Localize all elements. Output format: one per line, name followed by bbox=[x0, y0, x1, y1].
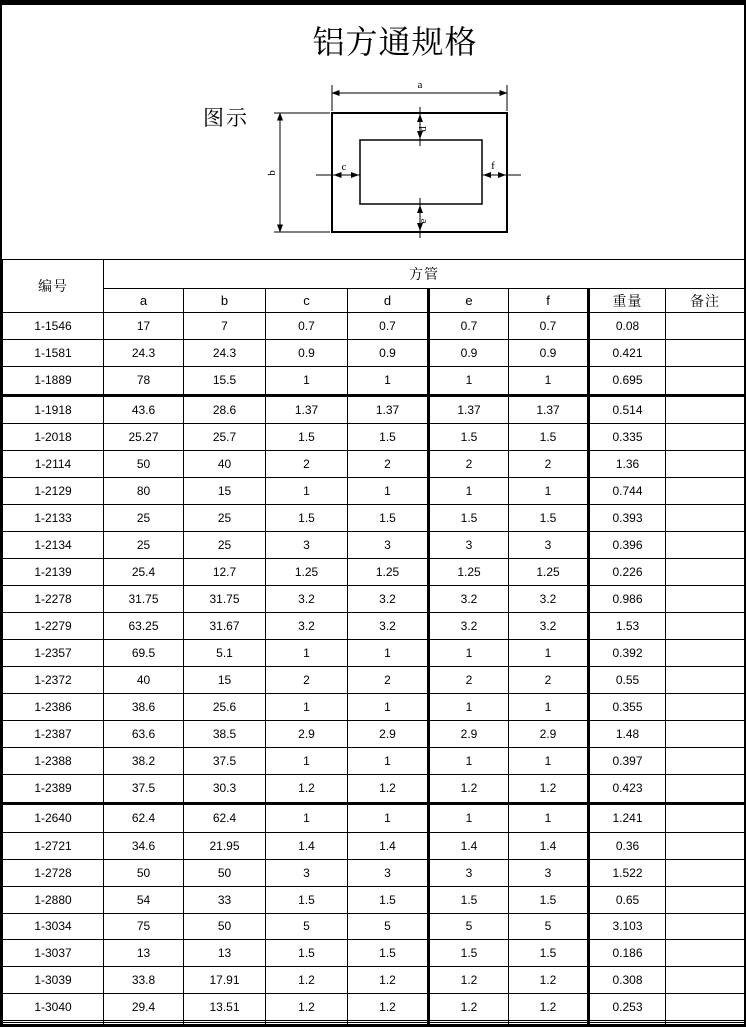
cell-e: 3.2 bbox=[429, 586, 509, 613]
table-row bbox=[3, 339, 745, 366]
cell-d: 1.2 bbox=[348, 775, 429, 804]
cell-id: 1-2129 bbox=[3, 478, 104, 505]
cell-d: 1.5 bbox=[348, 424, 429, 451]
cell-c: 1 bbox=[266, 478, 348, 505]
cell-id: 1-2388 bbox=[3, 748, 104, 775]
cell-id: 1-1546 bbox=[3, 313, 104, 340]
cell-c: 1 bbox=[266, 803, 348, 832]
cell-a: 69.5 bbox=[104, 640, 184, 667]
cell-b: 38.5 bbox=[184, 721, 266, 748]
cell-remark bbox=[666, 395, 745, 424]
header-id-column: 编号 bbox=[3, 260, 104, 313]
cell-a: 63.6 bbox=[104, 721, 184, 748]
cell-c: 1.5 bbox=[266, 886, 348, 913]
cell-remark bbox=[666, 640, 745, 667]
cell-c: 3 bbox=[266, 532, 348, 559]
cell-f: 2 bbox=[509, 451, 589, 478]
cell-f: 1.5 bbox=[509, 424, 589, 451]
table-row bbox=[3, 451, 745, 478]
cell-c: 2 bbox=[266, 451, 348, 478]
cell-a bbox=[104, 1024, 184, 1026]
cell-weight: 0.308 bbox=[589, 967, 666, 994]
cell-c: 0.9 bbox=[266, 339, 348, 366]
cell-weight: 0.335 bbox=[589, 424, 666, 451]
cell-c: 1 bbox=[266, 640, 348, 667]
cell-weight: 0.186 bbox=[589, 940, 666, 967]
cell-b: 5.1 bbox=[184, 640, 266, 667]
cell-weight: 0.396 bbox=[589, 532, 666, 559]
cell-a: 25.27 bbox=[104, 424, 184, 451]
cell-weight: 1.241 bbox=[589, 803, 666, 832]
cell-a: 17 bbox=[104, 313, 184, 340]
cell-weight: 0.55 bbox=[589, 667, 666, 694]
table-row bbox=[3, 395, 745, 424]
cell-remark bbox=[666, 559, 745, 586]
cell-f: 2 bbox=[509, 667, 589, 694]
cell-weight bbox=[589, 1024, 666, 1026]
cell-d: 2 bbox=[348, 451, 429, 478]
cell-remark bbox=[666, 366, 745, 395]
cell-d: 1 bbox=[348, 748, 429, 775]
cell-a: 63.25 bbox=[104, 613, 184, 640]
cell-e: 1.4 bbox=[429, 832, 509, 859]
cell-remark bbox=[666, 505, 745, 532]
cell-f: 5 bbox=[509, 913, 589, 940]
cell-e bbox=[429, 1024, 509, 1026]
header-col-a: a bbox=[104, 289, 184, 313]
header-col-remark: 备注 bbox=[666, 289, 745, 313]
spec-table bbox=[2, 259, 745, 1027]
cell-id: 1-2018 bbox=[3, 424, 104, 451]
cell-b: 28.6 bbox=[184, 395, 266, 424]
cell-id: 1-1889 bbox=[3, 366, 104, 395]
cell-a: 24.3 bbox=[104, 339, 184, 366]
cell-remark bbox=[666, 721, 745, 748]
cell-weight: 0.253 bbox=[589, 994, 666, 1021]
cell-e: 1.5 bbox=[429, 940, 509, 967]
cell-remark bbox=[666, 913, 745, 940]
cell-remark bbox=[666, 339, 745, 366]
cell-a: 29.4 bbox=[104, 994, 184, 1021]
cell-e: 1.2 bbox=[429, 994, 509, 1021]
cell-remark bbox=[666, 832, 745, 859]
table-row bbox=[3, 313, 745, 340]
table-row bbox=[3, 424, 745, 451]
cell-a: 75 bbox=[104, 913, 184, 940]
cell-b: 15 bbox=[184, 667, 266, 694]
cell-b: 31.67 bbox=[184, 613, 266, 640]
cell-weight: 0.393 bbox=[589, 505, 666, 532]
cell-b bbox=[184, 1024, 266, 1026]
table-row bbox=[3, 967, 745, 994]
cell-a: 50 bbox=[104, 859, 184, 886]
table-row bbox=[3, 940, 745, 967]
cell-f: 3 bbox=[509, 532, 589, 559]
cell-f: 1.5 bbox=[509, 505, 589, 532]
cell-a: 31.75 bbox=[104, 586, 184, 613]
cell-c: 1.4 bbox=[266, 832, 348, 859]
cell-remark bbox=[666, 748, 745, 775]
table-row bbox=[3, 859, 745, 886]
cell-remark bbox=[666, 478, 745, 505]
cell-id: 1-1581 bbox=[3, 339, 104, 366]
table-row bbox=[3, 667, 745, 694]
cell-f: 1 bbox=[509, 640, 589, 667]
cell-c bbox=[266, 1024, 348, 1026]
cell-remark bbox=[666, 1024, 745, 1026]
cell-e: 1.5 bbox=[429, 505, 509, 532]
cell-f: 3.2 bbox=[509, 613, 589, 640]
cell-e: 1.5 bbox=[429, 424, 509, 451]
diagram-caption: 图示 bbox=[203, 106, 249, 130]
cell-id: 1-2134 bbox=[3, 532, 104, 559]
cell-id: 1-2640 bbox=[3, 803, 104, 832]
cell-d: 1 bbox=[348, 478, 429, 505]
cell-remark bbox=[666, 424, 745, 451]
cell-f: 1.5 bbox=[509, 886, 589, 913]
cell-weight: 0.744 bbox=[589, 478, 666, 505]
cell-d: 5 bbox=[348, 913, 429, 940]
cell-weight: 3.103 bbox=[589, 913, 666, 940]
cell-a: 62.4 bbox=[104, 803, 184, 832]
cell-weight: 1.36 bbox=[589, 451, 666, 478]
cell-d: 1.5 bbox=[348, 505, 429, 532]
cell-remark bbox=[666, 451, 745, 478]
dim-a-label: a bbox=[417, 79, 423, 91]
cell-b: 24.3 bbox=[184, 339, 266, 366]
cell-c: 1.37 bbox=[266, 395, 348, 424]
cell-weight: 0.226 bbox=[589, 559, 666, 586]
cell-id: 1-2880 bbox=[3, 886, 104, 913]
cell-c: 1 bbox=[266, 748, 348, 775]
cell-a: 80 bbox=[104, 478, 184, 505]
cell-remark bbox=[666, 586, 745, 613]
cell-c: 1.2 bbox=[266, 775, 348, 804]
cell-b: 12.7 bbox=[184, 559, 266, 586]
cell-f: 1.25 bbox=[509, 559, 589, 586]
cell-weight: 0.36 bbox=[589, 832, 666, 859]
cell-f: 1.2 bbox=[509, 994, 589, 1021]
header-col-e: e bbox=[429, 289, 509, 313]
cell-d: 2 bbox=[348, 667, 429, 694]
cell-e: 2 bbox=[429, 667, 509, 694]
cell-id: 1-1918 bbox=[3, 395, 104, 424]
cell-e: 1.2 bbox=[429, 967, 509, 994]
cell-f: 1 bbox=[509, 803, 589, 832]
cell-a: 37.5 bbox=[104, 775, 184, 804]
cell-id: 1-2114 bbox=[3, 451, 104, 478]
cell-e: 0.9 bbox=[429, 339, 509, 366]
cell-weight: 0.423 bbox=[589, 775, 666, 804]
cell-b: 50 bbox=[184, 913, 266, 940]
cell-b: 21.95 bbox=[184, 832, 266, 859]
cell-a: 25 bbox=[104, 505, 184, 532]
header-group-square-tube: 方管 bbox=[104, 260, 745, 289]
cell-d: 1.5 bbox=[348, 940, 429, 967]
cell-d: 3.2 bbox=[348, 586, 429, 613]
cell-d: 1 bbox=[348, 694, 429, 721]
cell-id: 1-2372 bbox=[3, 667, 104, 694]
cell-f: 1.2 bbox=[509, 775, 589, 804]
table-row bbox=[3, 478, 745, 505]
cell-f: 2.9 bbox=[509, 721, 589, 748]
cell-f: 1 bbox=[509, 748, 589, 775]
cell-d: 1.4 bbox=[348, 832, 429, 859]
cell-c: 3.2 bbox=[266, 613, 348, 640]
cell-c: 1.2 bbox=[266, 967, 348, 994]
cell-a: 25 bbox=[104, 532, 184, 559]
cell-remark bbox=[666, 940, 745, 967]
cell-d: 1 bbox=[348, 366, 429, 395]
header-row-group bbox=[3, 260, 745, 289]
cell-remark bbox=[666, 886, 745, 913]
cell-e: 1 bbox=[429, 694, 509, 721]
cell-weight: 0.421 bbox=[589, 339, 666, 366]
table-row bbox=[3, 775, 745, 804]
cell-a: 40 bbox=[104, 667, 184, 694]
table-row bbox=[3, 613, 745, 640]
cell-weight: 0.355 bbox=[589, 694, 666, 721]
header-col-weight: 重量 bbox=[589, 289, 666, 313]
cell-weight: 1.53 bbox=[589, 613, 666, 640]
cell-id: 1-3037 bbox=[3, 940, 104, 967]
cell-e: 1.25 bbox=[429, 559, 509, 586]
tube-cross-section-diagram bbox=[250, 71, 540, 251]
cell-d: 1.5 bbox=[348, 886, 429, 913]
cell-f: 0.7 bbox=[509, 313, 589, 340]
cell-c: 1.5 bbox=[266, 940, 348, 967]
table-row bbox=[3, 803, 745, 832]
table-row bbox=[3, 994, 745, 1021]
table-row bbox=[3, 586, 745, 613]
cell-id: 1-2139 bbox=[3, 559, 104, 586]
cell-c: 1 bbox=[266, 694, 348, 721]
cell-weight: 1.48 bbox=[589, 721, 666, 748]
cell-e: 1.37 bbox=[429, 395, 509, 424]
cell-b: 37.5 bbox=[184, 748, 266, 775]
table-row bbox=[3, 559, 745, 586]
cell-b: 15 bbox=[184, 478, 266, 505]
cell-c: 3.2 bbox=[266, 586, 348, 613]
cell-e: 1.5 bbox=[429, 886, 509, 913]
cell-remark bbox=[666, 775, 745, 804]
cell-e: 2 bbox=[429, 451, 509, 478]
table-row bbox=[3, 366, 745, 395]
cell-c: 5 bbox=[266, 913, 348, 940]
cell-c: 2 bbox=[266, 667, 348, 694]
cell-e: 5 bbox=[429, 913, 509, 940]
inner-tube-rect bbox=[360, 140, 482, 204]
cell-d: 3 bbox=[348, 859, 429, 886]
cell-b: 50 bbox=[184, 859, 266, 886]
cell-e: 3 bbox=[429, 859, 509, 886]
cell-id bbox=[3, 1024, 104, 1026]
cell-d: 1.2 bbox=[348, 967, 429, 994]
header-row-columns bbox=[3, 289, 745, 313]
cell-f: 1.5 bbox=[509, 940, 589, 967]
table-row bbox=[3, 748, 745, 775]
cell-id: 1-2279 bbox=[3, 613, 104, 640]
dim-b bbox=[274, 113, 330, 232]
cell-d: 1 bbox=[348, 640, 429, 667]
cell-e: 3 bbox=[429, 532, 509, 559]
cell-id: 1-2278 bbox=[3, 586, 104, 613]
header-col-f: f bbox=[509, 289, 589, 313]
cell-f: 3.2 bbox=[509, 586, 589, 613]
dim-e-label: e bbox=[417, 218, 429, 224]
table-row bbox=[3, 721, 745, 748]
cell-d: 2.9 bbox=[348, 721, 429, 748]
cell-weight: 0.397 bbox=[589, 748, 666, 775]
cell-e: 2.9 bbox=[429, 721, 509, 748]
cell-b: 40 bbox=[184, 451, 266, 478]
cell-b: 15.5 bbox=[184, 366, 266, 395]
cell-weight: 0.514 bbox=[589, 395, 666, 424]
cell-weight: 1.522 bbox=[589, 859, 666, 886]
cell-c: 1 bbox=[266, 366, 348, 395]
cell-a: 38.2 bbox=[104, 748, 184, 775]
cell-c: 1.25 bbox=[266, 559, 348, 586]
cell-weight: 0.986 bbox=[589, 586, 666, 613]
cell-id: 1-2728 bbox=[3, 859, 104, 886]
cell-weight: 0.08 bbox=[589, 313, 666, 340]
cell-d: 3.2 bbox=[348, 613, 429, 640]
cell-remark bbox=[666, 313, 745, 340]
cell-e: 1 bbox=[429, 640, 509, 667]
cell-a: 38.6 bbox=[104, 694, 184, 721]
spec-table-body bbox=[3, 313, 745, 1027]
dim-d-label: d bbox=[417, 126, 429, 132]
cell-f: 3 bbox=[509, 859, 589, 886]
table-row bbox=[3, 505, 745, 532]
cell-b: 13.51 bbox=[184, 994, 266, 1021]
cell-d: 1 bbox=[348, 803, 429, 832]
cell-b: 25.6 bbox=[184, 694, 266, 721]
cell-d: 3 bbox=[348, 532, 429, 559]
cell-remark bbox=[666, 803, 745, 832]
cell-c: 0.7 bbox=[266, 313, 348, 340]
cell-d: 1.2 bbox=[348, 994, 429, 1021]
cell-b: 30.3 bbox=[184, 775, 266, 804]
cell-b: 25.7 bbox=[184, 424, 266, 451]
table-row bbox=[3, 832, 745, 859]
cell-remark bbox=[666, 967, 745, 994]
cell-d: 0.9 bbox=[348, 339, 429, 366]
cell-b: 13 bbox=[184, 940, 266, 967]
cell-id: 1-2133 bbox=[3, 505, 104, 532]
cell-b: 25 bbox=[184, 532, 266, 559]
cell-id: 1-3039 bbox=[3, 967, 104, 994]
cell-weight: 0.695 bbox=[589, 366, 666, 395]
dim-b-label: b bbox=[266, 170, 278, 176]
cell-c: 2.9 bbox=[266, 721, 348, 748]
cell-b: 17.91 bbox=[184, 967, 266, 994]
cell-b: 62.4 bbox=[184, 803, 266, 832]
cell-remark bbox=[666, 613, 745, 640]
cell-weight: 0.392 bbox=[589, 640, 666, 667]
cell-f bbox=[509, 1024, 589, 1026]
cell-b: 31.75 bbox=[184, 586, 266, 613]
cell-remark bbox=[666, 667, 745, 694]
cell-remark bbox=[666, 859, 745, 886]
cell-e: 3.2 bbox=[429, 613, 509, 640]
table-row bbox=[3, 913, 745, 940]
cell-a: 43.6 bbox=[104, 395, 184, 424]
cell-id: 1-2389 bbox=[3, 775, 104, 804]
cell-id: 1-3040 bbox=[3, 994, 104, 1021]
cell-id: 1-2386 bbox=[3, 694, 104, 721]
cell-id: 1-2721 bbox=[3, 832, 104, 859]
cell-c: 3 bbox=[266, 859, 348, 886]
cell-f: 1 bbox=[509, 366, 589, 395]
cell-a: 34.6 bbox=[104, 832, 184, 859]
page-title: 铝方通规格 bbox=[312, 24, 478, 60]
table-empty-row bbox=[3, 1024, 745, 1026]
cell-a: 50 bbox=[104, 451, 184, 478]
cell-e: 1.2 bbox=[429, 775, 509, 804]
header-col-b: b bbox=[184, 289, 266, 313]
cell-f: 1.37 bbox=[509, 395, 589, 424]
cell-e: 1 bbox=[429, 478, 509, 505]
cell-id: 1-2357 bbox=[3, 640, 104, 667]
cell-e: 1 bbox=[429, 748, 509, 775]
cell-f: 1 bbox=[509, 478, 589, 505]
cell-e: 1 bbox=[429, 803, 509, 832]
cell-b: 7 bbox=[184, 313, 266, 340]
dim-c-label: c bbox=[341, 161, 347, 173]
cell-a: 78 bbox=[104, 366, 184, 395]
table-row bbox=[3, 532, 745, 559]
cell-f: 0.9 bbox=[509, 339, 589, 366]
cell-e: 0.7 bbox=[429, 313, 509, 340]
cell-id: 1-2387 bbox=[3, 721, 104, 748]
header-col-c: c bbox=[266, 289, 348, 313]
cell-a: 13 bbox=[104, 940, 184, 967]
cell-d: 1.25 bbox=[348, 559, 429, 586]
cell-remark bbox=[666, 994, 745, 1021]
cell-c: 1.2 bbox=[266, 994, 348, 1021]
cell-c: 1.5 bbox=[266, 424, 348, 451]
dim-f-label: f bbox=[491, 160, 495, 172]
cell-d: 0.7 bbox=[348, 313, 429, 340]
cell-f: 1.4 bbox=[509, 832, 589, 859]
cell-b: 25 bbox=[184, 505, 266, 532]
cell-f: 1.2 bbox=[509, 967, 589, 994]
cell-f: 1 bbox=[509, 694, 589, 721]
cell-a: 54 bbox=[104, 886, 184, 913]
cell-a: 25.4 bbox=[104, 559, 184, 586]
cell-d: 1.37 bbox=[348, 395, 429, 424]
header-col-d: d bbox=[348, 289, 429, 313]
cell-id: 1-3034 bbox=[3, 913, 104, 940]
table-row bbox=[3, 640, 745, 667]
table-row bbox=[3, 694, 745, 721]
cell-remark bbox=[666, 532, 745, 559]
cell-b: 33 bbox=[184, 886, 266, 913]
cell-remark bbox=[666, 694, 745, 721]
cell-a: 33.8 bbox=[104, 967, 184, 994]
cell-weight: 0.65 bbox=[589, 886, 666, 913]
cell-e: 1 bbox=[429, 366, 509, 395]
cell-c: 1.5 bbox=[266, 505, 348, 532]
table-row bbox=[3, 886, 745, 913]
cell-d bbox=[348, 1024, 429, 1026]
